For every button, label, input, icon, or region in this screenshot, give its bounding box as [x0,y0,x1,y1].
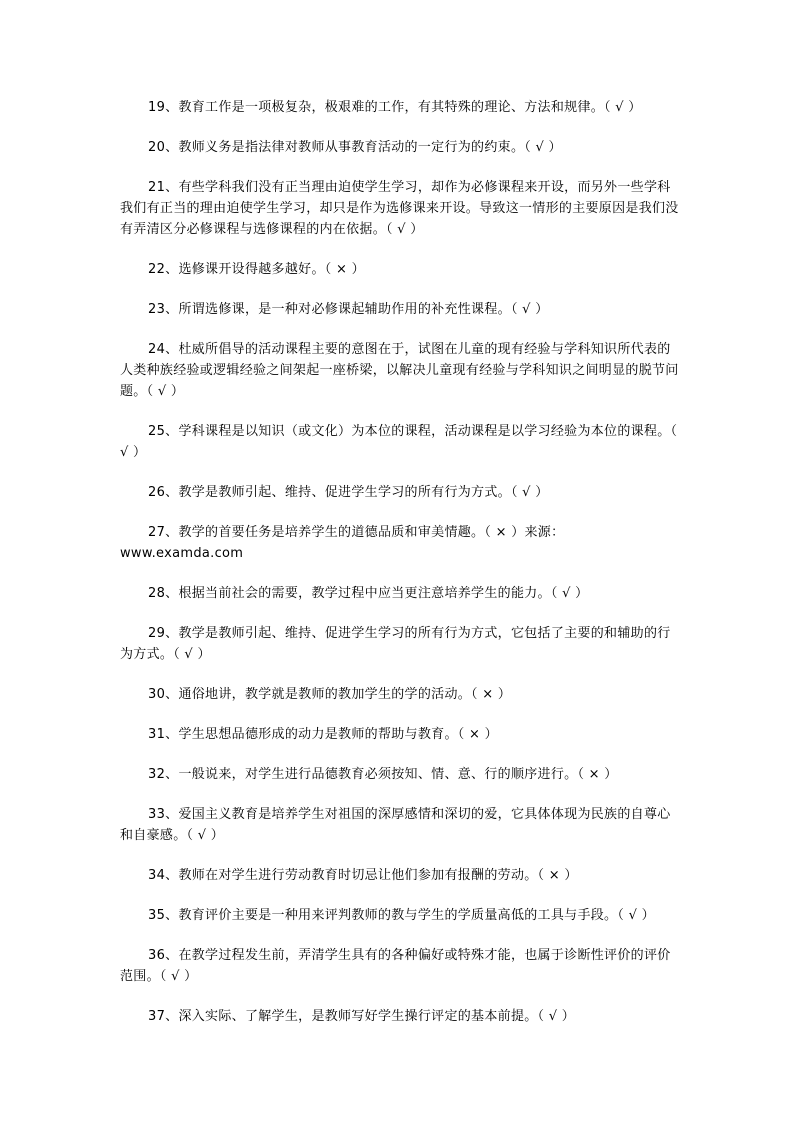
question-30: 30、通俗地讲，教学就是教师的教加学生的学的活动。（ × ） [148,687,512,702]
question-24: 24、杜威所倡导的活动课程主要的意图在于，试图在儿童的现有经验与学科知识所代表的人类种族经验或逻辑经验之间架起一座桥梁，以解决儿童现有经验与学科知识之间明显的脱节问题。（ √ ） [120,342,679,399]
question-33: 33、爱国主义教育是培养学生对祖国的深厚感情和深切的爱，它具体体现为民族的自尊心和自豪感。（ √ ） [120,807,671,843]
document-page [120,0,680,1027]
question-37: 37、深入实际、了解学生，是教师写好学生操行评定的基本前提。（ √ ） [148,1009,576,1024]
question-22: 22、选修课开设得越多越好。（ × ） [148,262,365,277]
question-26: 26、教学是教师引起、维持、促进学生学习的所有行为方式。（ √ ） [148,485,549,500]
question-23: 23、所谓选修课，是一种对必修课起辅助作用的补充性课程。（ √ ） [148,302,549,317]
question-34: 34、教师在对学生进行劳动教育时切忌让他们参加有报酬的劳动。（ × ） [148,868,578,883]
question-28: 28、根据当前社会的需要，教学过程中应当更注意培养学生的能力。（ √ ） [148,586,589,601]
question-25: 25、学科课程是以知识（或文化）为本位的课程，活动课程是以学习经验为本位的课程。（ √ ） [120,424,678,460]
question-27: 27、教学的首要任务是培养学生的道德品质和审美情趣。（ × ）来源：www.examda.com [120,525,565,561]
question-31: 31、学生思想品德形成的动力是教师的帮助与教育。（ × ） [148,727,498,742]
question-35: 35、教育评价主要是一种用来评判教师的教与学生的学质量高低的工具与手段。（ √ ） [148,908,655,923]
question-29: 29、教学是教师引起、维持、促进学生学习的所有行为方式，它包括了主要的和辅助的行为方式。（ √ ） [120,626,671,662]
question-21: 21、有些学科我们没有正当理由迫使学生学习，却作为必修课程来开设，而另外一些学科我们有正当的理由迫使学生学习，却只是作为选修课来开设。导致这一情形的主要原因是我们没有弄清区分必修课程与选修课程的内在依据。（ √ ） [120,180,679,237]
question-19: 19、教育工作是一项极复杂，极艰难的工作，有其特殊的理论、方法和规律。（ √ ） [148,100,642,115]
question-32: 32、一般说来，对学生进行品德教育必须按知、情、意、行的顺序进行。（ × ） [148,767,618,782]
question-20: 20、教师义务是指法律对教师从事教育活动的一定行为的约束。（ √ ） [148,140,562,155]
question-36: 36、在教学过程发生前，弄清学生具有的各种偏好或特殊才能，也属于诊断性评价的评价范围。（ √ ） [120,948,671,984]
